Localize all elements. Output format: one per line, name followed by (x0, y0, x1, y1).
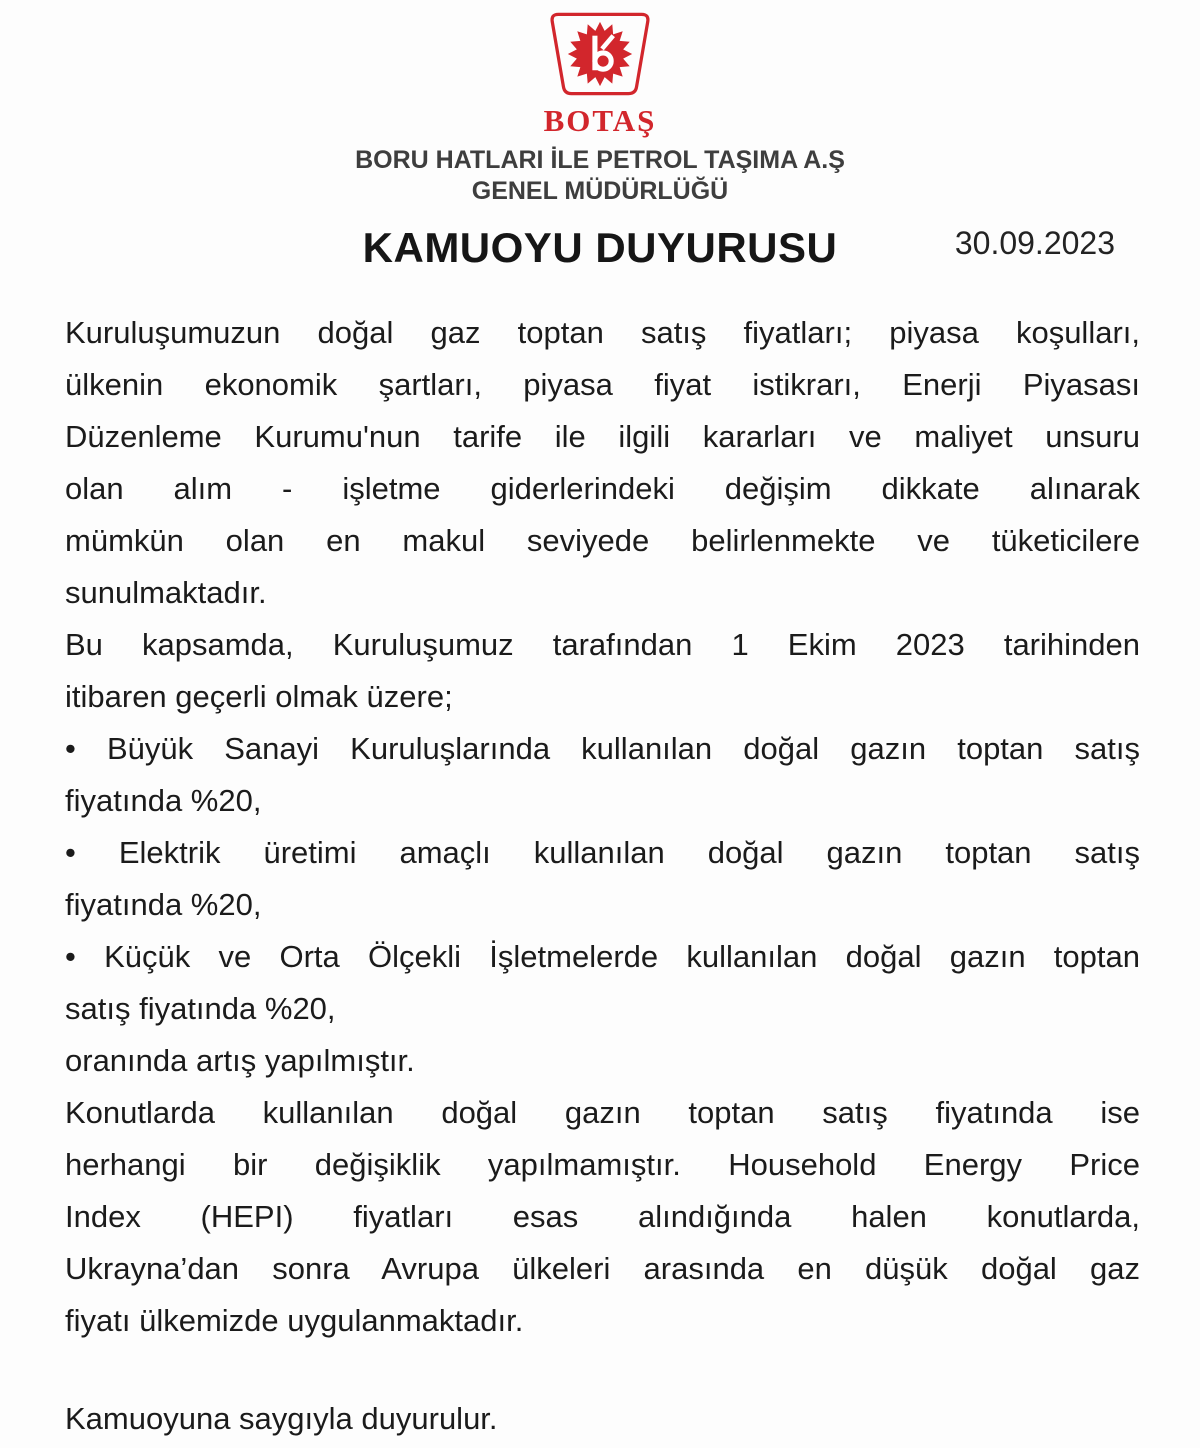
document-header (0, 0, 1200, 207)
announcement-line: Bu kapsamda, Kuruluşumuz tarafından 1 Ekim 2023 tarihinden (65, 627, 1140, 662)
bullet-item-line: • Elektrik üretimi amaçlı kullanılan doğal gazın toptan satış (65, 835, 1140, 870)
announcement-line: Kuruluşumuzun doğal gaz toptan satış fiyatları; piyasa koşulları, (65, 315, 1140, 350)
closing-statement: Kamuoyuna saygıyla duyurulur. (65, 1401, 498, 1436)
announcement-line: olan alım - işletme giderlerindeki değişim dikkate alınarak (65, 471, 1140, 506)
announcement-line: Index (HEPI) fiyatları esas alındığında halen konutlarda, (65, 1199, 1140, 1234)
increase-note: oranında artış yapılmıştır. (65, 1043, 415, 1078)
page-title: KAMUOYU DUYURUSU (362, 224, 838, 271)
org-title (355, 145, 845, 207)
bullet-item-line: • Büyük Sanayi Kuruluşlarında kullanılan doğal gazın toptan satış (65, 731, 1140, 766)
announcement-line: Konutlarda kullanılan doğal gazın toptan satış fiyatında ise (65, 1095, 1140, 1130)
bullet-item-line: satış fiyatında %20, (65, 991, 336, 1026)
announcement-line: fiyatı ülkemizde uygulanmaktadır. (65, 1303, 524, 1338)
bullet-item-line: fiyatında %20, (65, 887, 262, 922)
announcement-line: sunulmaktadır. (65, 575, 267, 610)
announcement-line: Düzenleme Kurumu'nun tarife ile ilgili kararları ve maliyet unsuru (65, 419, 1140, 454)
announcement-line: herhangi bir değişiklik yapılmamıştır. Household Energy Price (65, 1147, 1140, 1182)
bullet-item-line: • Küçük ve Orta Ölçekli İşletmelerde kullanılan doğal gazın toptan (65, 939, 1140, 974)
document-date: 30.09.2023 (954, 225, 1115, 261)
title-row (0, 223, 1200, 281)
org-line-1: BORU HATLARI İLE PETROL TAŞIMA A.Ş (355, 146, 845, 174)
announcement-line: itibaren geçerli olmak üzere; (65, 679, 453, 714)
botas-logo-icon (539, 8, 661, 102)
brand-name: BOTAŞ (543, 103, 657, 138)
announcement-line: Ukrayna’dan sonra Avrupa ülkeleri arasında en düşük doğal gaz (65, 1251, 1140, 1286)
bullet-item-line: fiyatında %20, (65, 783, 262, 818)
org-line-2: GENEL MÜDÜRLÜĞÜ (471, 177, 729, 205)
announcement-line: mümkün olan en makul seviyede belirlenmekte ve tüketicilere (65, 523, 1140, 558)
announcement-line: ülkenin ekonomik şartları, piyasa fiyat istikrarı, Enerji Piyasası (65, 367, 1140, 402)
announcement-body (65, 307, 1140, 1445)
